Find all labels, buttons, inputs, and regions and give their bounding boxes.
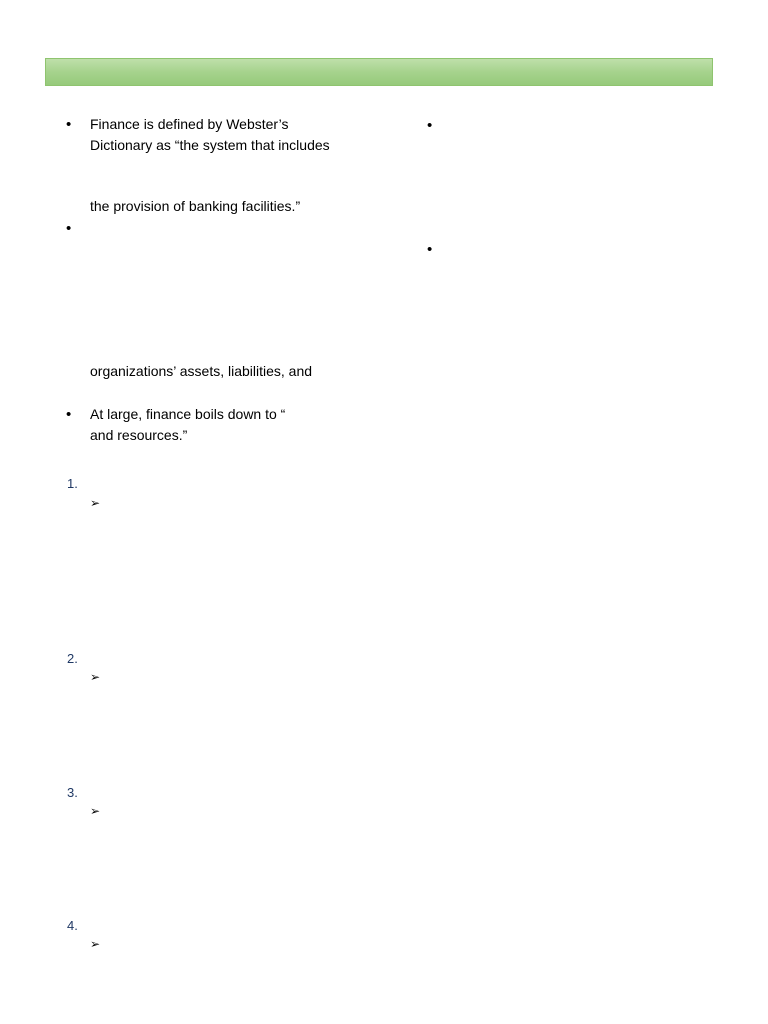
bullet-text-line: Finance is defined by Webster’s [90,116,289,132]
section-header-bar [45,58,713,86]
bullet-text-line: At large, finance boils down to “ [90,406,286,422]
bullet-marker: • [66,116,72,133]
arrow-bullet-icon: ➢ [90,496,101,510]
list-number: 1. [67,476,78,491]
list-number: 4. [67,918,78,933]
bullet-text-line: and resources.” [90,427,188,443]
bullet-text-line: organizations’ assets, liabilities, and [90,363,313,379]
list-number: 2. [67,651,78,666]
bullet-marker: • [427,117,433,134]
bullet-text-line: the provision of banking facilities.” [90,198,301,214]
arrow-bullet-icon: ➢ [90,670,101,684]
bullet-marker: • [66,220,72,237]
bullet-marker: • [427,241,433,258]
arrow-bullet-icon: ➢ [90,804,101,818]
bullet-marker: • [66,406,72,423]
bullet-text-line: Dictionary as “the system that includes [90,137,330,153]
list-number: 3. [67,785,78,800]
arrow-bullet-icon: ➢ [90,937,101,951]
